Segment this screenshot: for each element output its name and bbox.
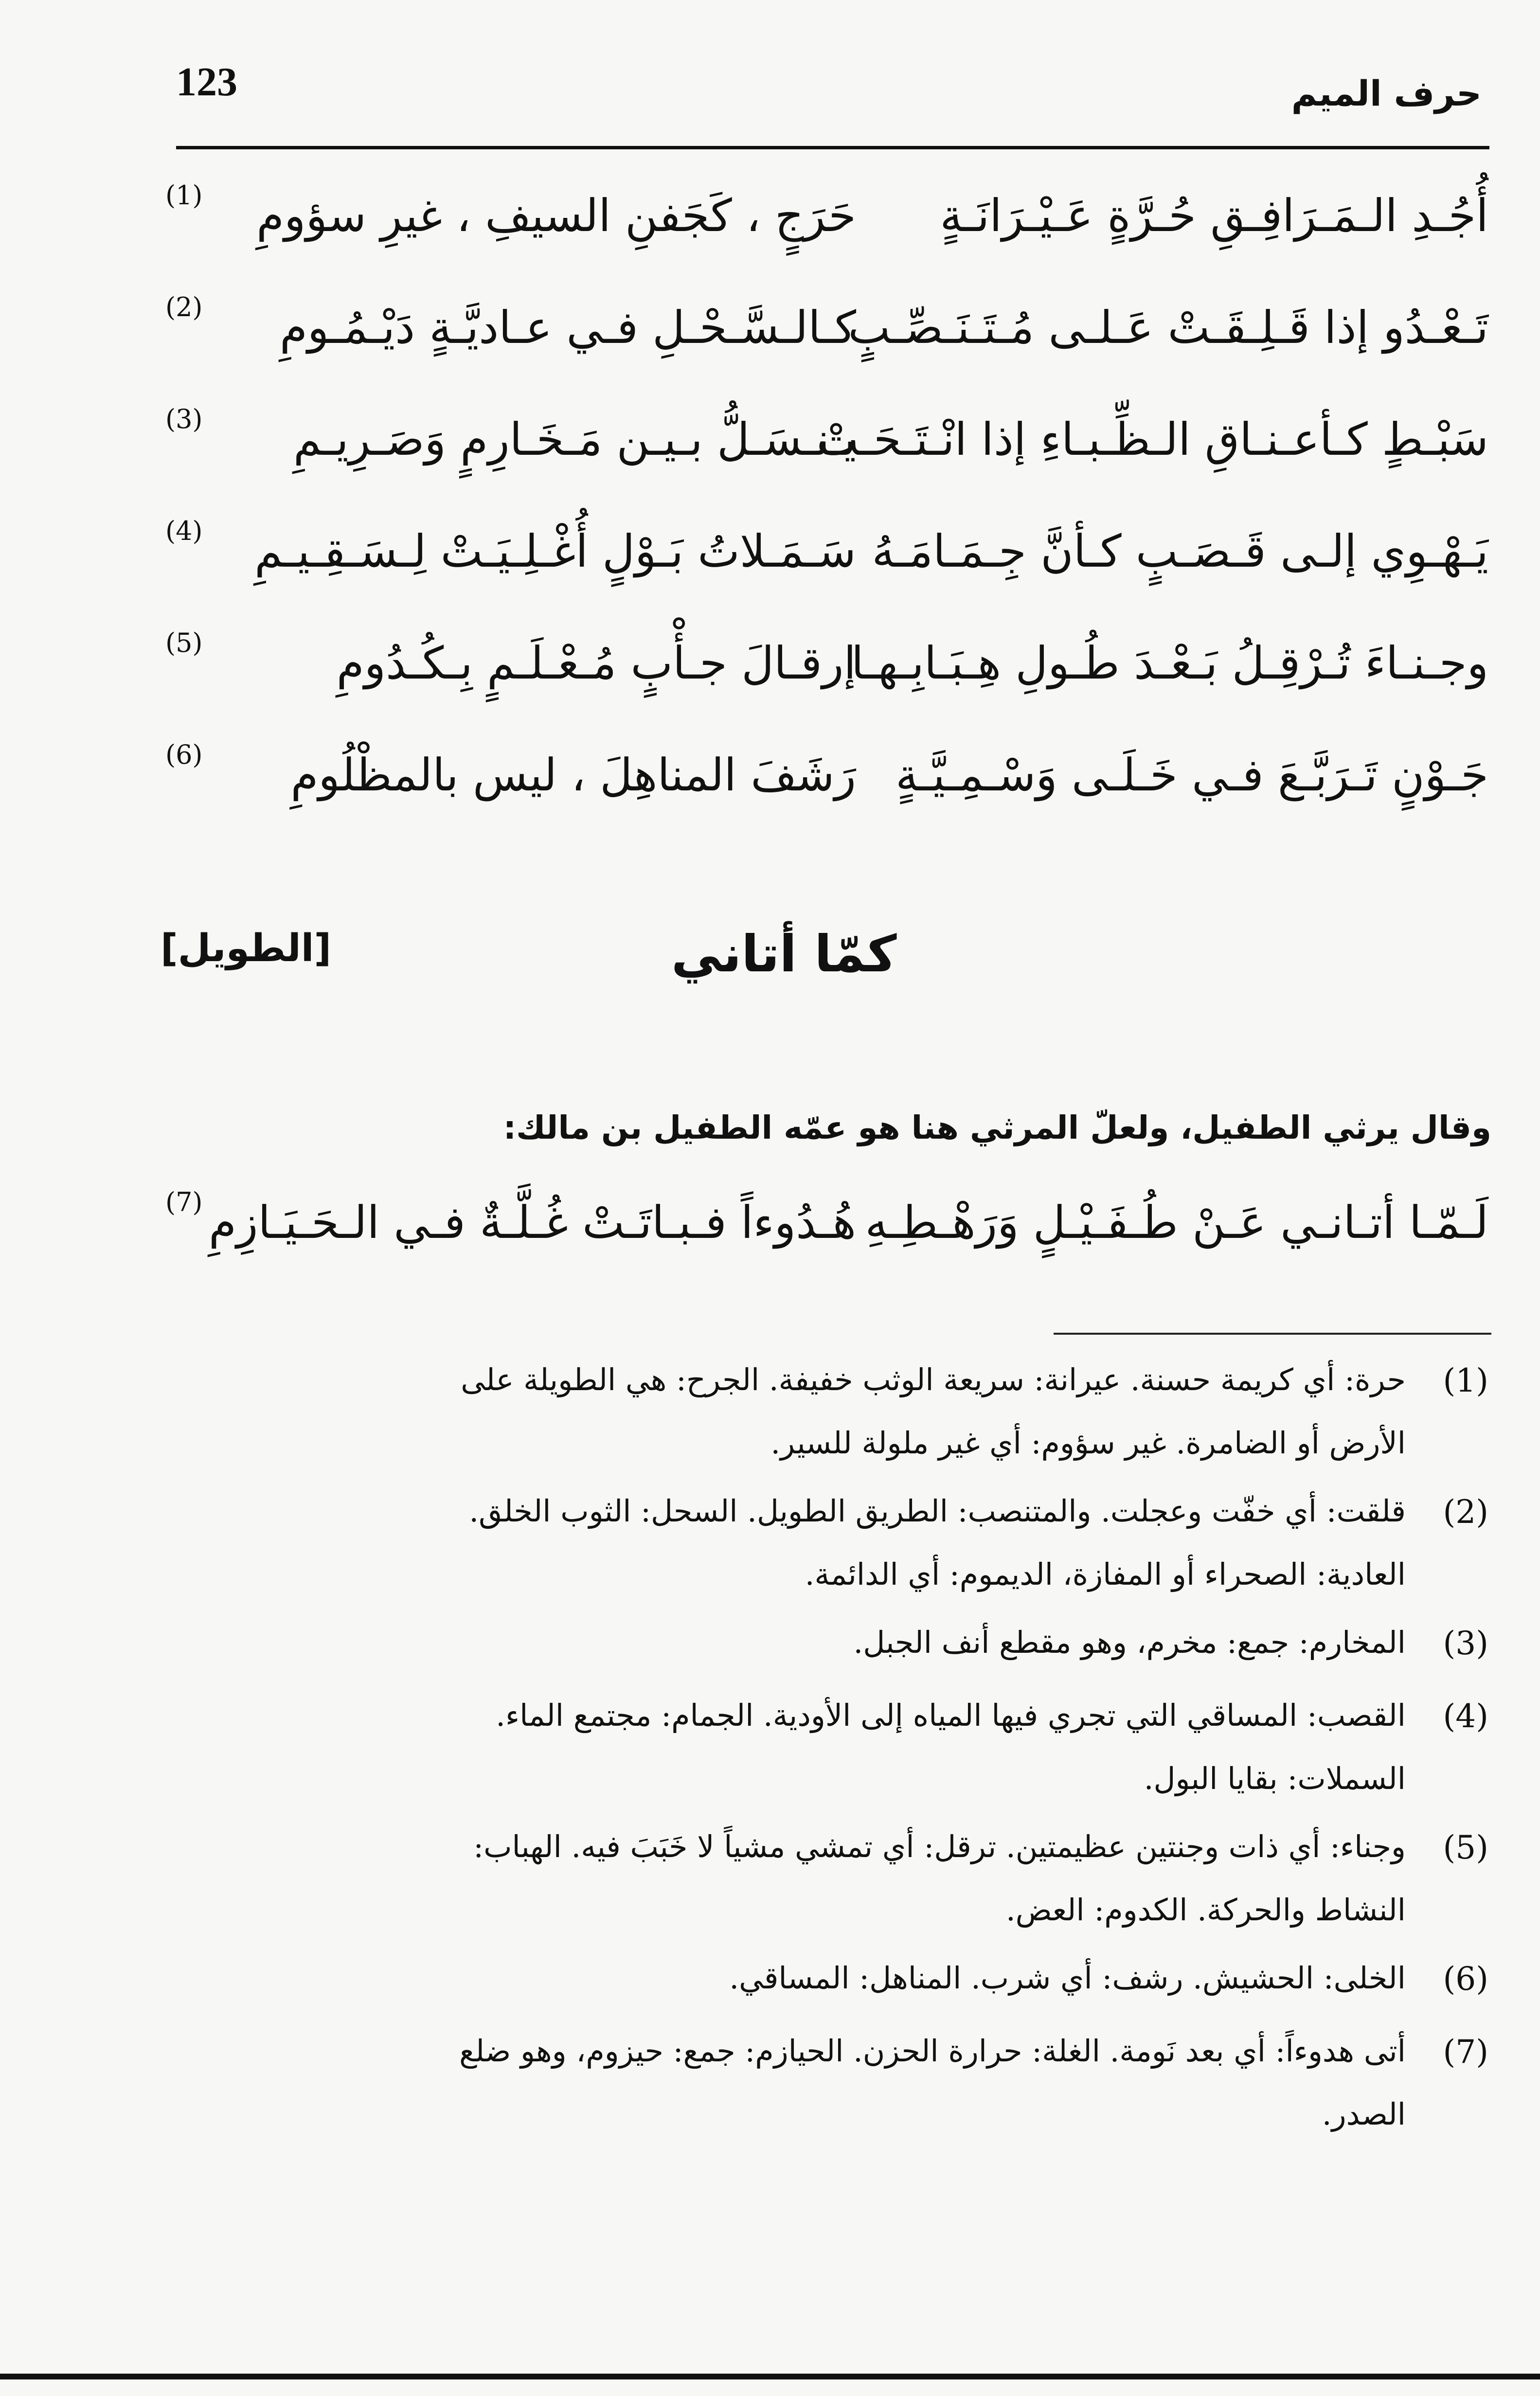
footnote-text: السملات: بقايا البول.	[1144, 1761, 1406, 1796]
footnote-number: (7)	[1443, 2033, 1488, 2071]
poem-title: كمّا أتاني	[671, 924, 897, 983]
verse-second-hemistich: هُـدُوءاً فـبـاتَـتْ غُـلَّـةٌ فـي الـحَـيَـازِمِ	[209, 1197, 856, 1249]
footnote-text: القصب: المساقي التي تجري فيها المياه إلى الأودية. الجمام: مجتمع الماء.	[496, 1698, 1406, 1733]
footnote-number: (4)	[1443, 1698, 1488, 1735]
meter-label: [الطويل]	[161, 927, 332, 970]
running-header-title: حرف الميم	[1291, 73, 1482, 114]
footnote-text: النشاط والحركة. الكدوم: العض.	[1005, 1892, 1406, 1928]
footnote-text: العادية: الصحراء أو المفازة، الديموم: أي الدائمة.	[805, 1556, 1406, 1592]
footnote-marker: (1)	[165, 180, 203, 211]
footnote-marker: (7)	[165, 1187, 203, 1217]
footnote-separator	[1054, 1333, 1491, 1335]
footnote-marker: (5)	[165, 627, 203, 658]
verse-line	[156, 516, 1488, 618]
verse-line	[156, 292, 1488, 394]
footnote-text: الصدر.	[1322, 2096, 1406, 2132]
verse-first-hemistich: لَـمّـا أتـانـي عَـنْ طُـفَـيْـلٍ وَرَهْـطِـهِ	[865, 1197, 1488, 1249]
verse-line	[156, 627, 1488, 730]
verse-first-hemistich: يَـهْـوِي إلـى قَـصَـبٍ كـأنَّ جِـمَـامَـهُ	[872, 525, 1488, 577]
verse-second-hemistich: حَرَجٍ ، كَجَفنِ السيفِ ، غيرِ سؤومِ	[256, 190, 856, 242]
footnote-text: الخلى: الحشيش. رشف: أي شرب. المناهل: المساقي.	[729, 1960, 1406, 1996]
verse-line	[156, 404, 1488, 506]
footnote-number: (5)	[1443, 1829, 1488, 1866]
footnote-number: (6)	[1443, 1960, 1488, 1998]
footnote-text: أتى هدوءاً: أي بعد نَومة. الغلة: حرارة الحزن. الحيازم: جمع: حيزوم، وهو ضلع	[459, 2033, 1406, 2069]
page-number: 123	[176, 59, 237, 105]
header-rule	[176, 146, 1489, 149]
footnote-text: الأرض أو الضامرة. غير سؤوم: أي غير ملولة للسير.	[770, 1425, 1406, 1461]
verse-second-hemistich: سَـمَـلاتُ بَـوْلٍ أُغْـلِـيَـتْ لِـسَـقِـيـمِ	[254, 525, 856, 577]
page-bottom-edge	[0, 2374, 1540, 2379]
verse-line	[156, 739, 1488, 841]
footnote-text: قلقت: أي خفّت وعجلت. والمتنصب: الطريق الطويل. السحل: الثوب الخلق.	[469, 1493, 1406, 1529]
verse-line	[156, 1187, 1488, 1289]
footnote-text: المخارم: جمع: مخرم، وهو مقطع أنف الجبل.	[853, 1625, 1406, 1660]
footnote-number: (1)	[1443, 1362, 1488, 1399]
footnote-marker: (2)	[165, 292, 203, 322]
verse-first-hemistich: تَـعْـدُو إذا قَـلِـقَـتْ عَـلـى مُـتَـنَـصِّـبٍ	[848, 302, 1488, 354]
verse-first-hemistich: سَبْـطٍ كـأعـنـاقِ الـظِّـبـاءِ إذا انْـتَـحَـتْ	[816, 413, 1488, 465]
verse-second-hemistich: رَشَفَ المناهِلَ ، ليس بالمظْلُومِ	[290, 749, 856, 801]
verse-line	[156, 180, 1488, 282]
verse-second-hemistich: يـنـسَـلُّ بـيـن مَـخَـارِمٍ وَصَـرِيـمِ	[293, 413, 856, 465]
verse-second-hemistich: إرقـالَ جـأْبٍ مُـعْـلَـمٍ بِـكُـدُومِ	[336, 637, 856, 689]
footnote-marker: (6)	[165, 739, 203, 770]
poem-intro: وقال يرثي الطفيل، ولعلّ المرثي هنا هو عمّه الطفيل بن مالك:	[503, 1109, 1491, 1146]
footnote-marker: (3)	[165, 404, 203, 434]
footnote-text: وجناء: أي ذات وجنتين عظيمتين. ترقل: أي تمشي مشياً لا خَبَبَ فيه. الهباب:	[473, 1829, 1406, 1864]
verse-first-hemistich: جَـوْنٍ تَـرَبَّـعَ فـي خَـلَـى وَسْـمِـيَّـةٍ	[895, 749, 1488, 801]
verse-first-hemistich: وجـنـاءَ تُـرْقِـلُ بَـعْـدَ طُـولِ هِـبَـابِـهـا	[851, 637, 1488, 689]
verse-first-hemistich: أُجُـدِ الـمَـرَافِـقِ حُـرَّةٍ عَـيْـرَانَـةٍ	[940, 190, 1488, 242]
footnote-text: حرة: أي كريمة حسنة. عيرانة: سريعة الوثب خفيفة. الجرح: هي الطويلة على	[461, 1362, 1406, 1397]
footnote-marker: (4)	[165, 516, 203, 546]
verse-second-hemistich: كـالـسَّـحْـلِ فـي عـاديَّـةٍ دَيْـمُـومِ	[279, 302, 856, 354]
footnote-number: (2)	[1443, 1493, 1488, 1531]
footnote-number: (3)	[1443, 1625, 1488, 1662]
